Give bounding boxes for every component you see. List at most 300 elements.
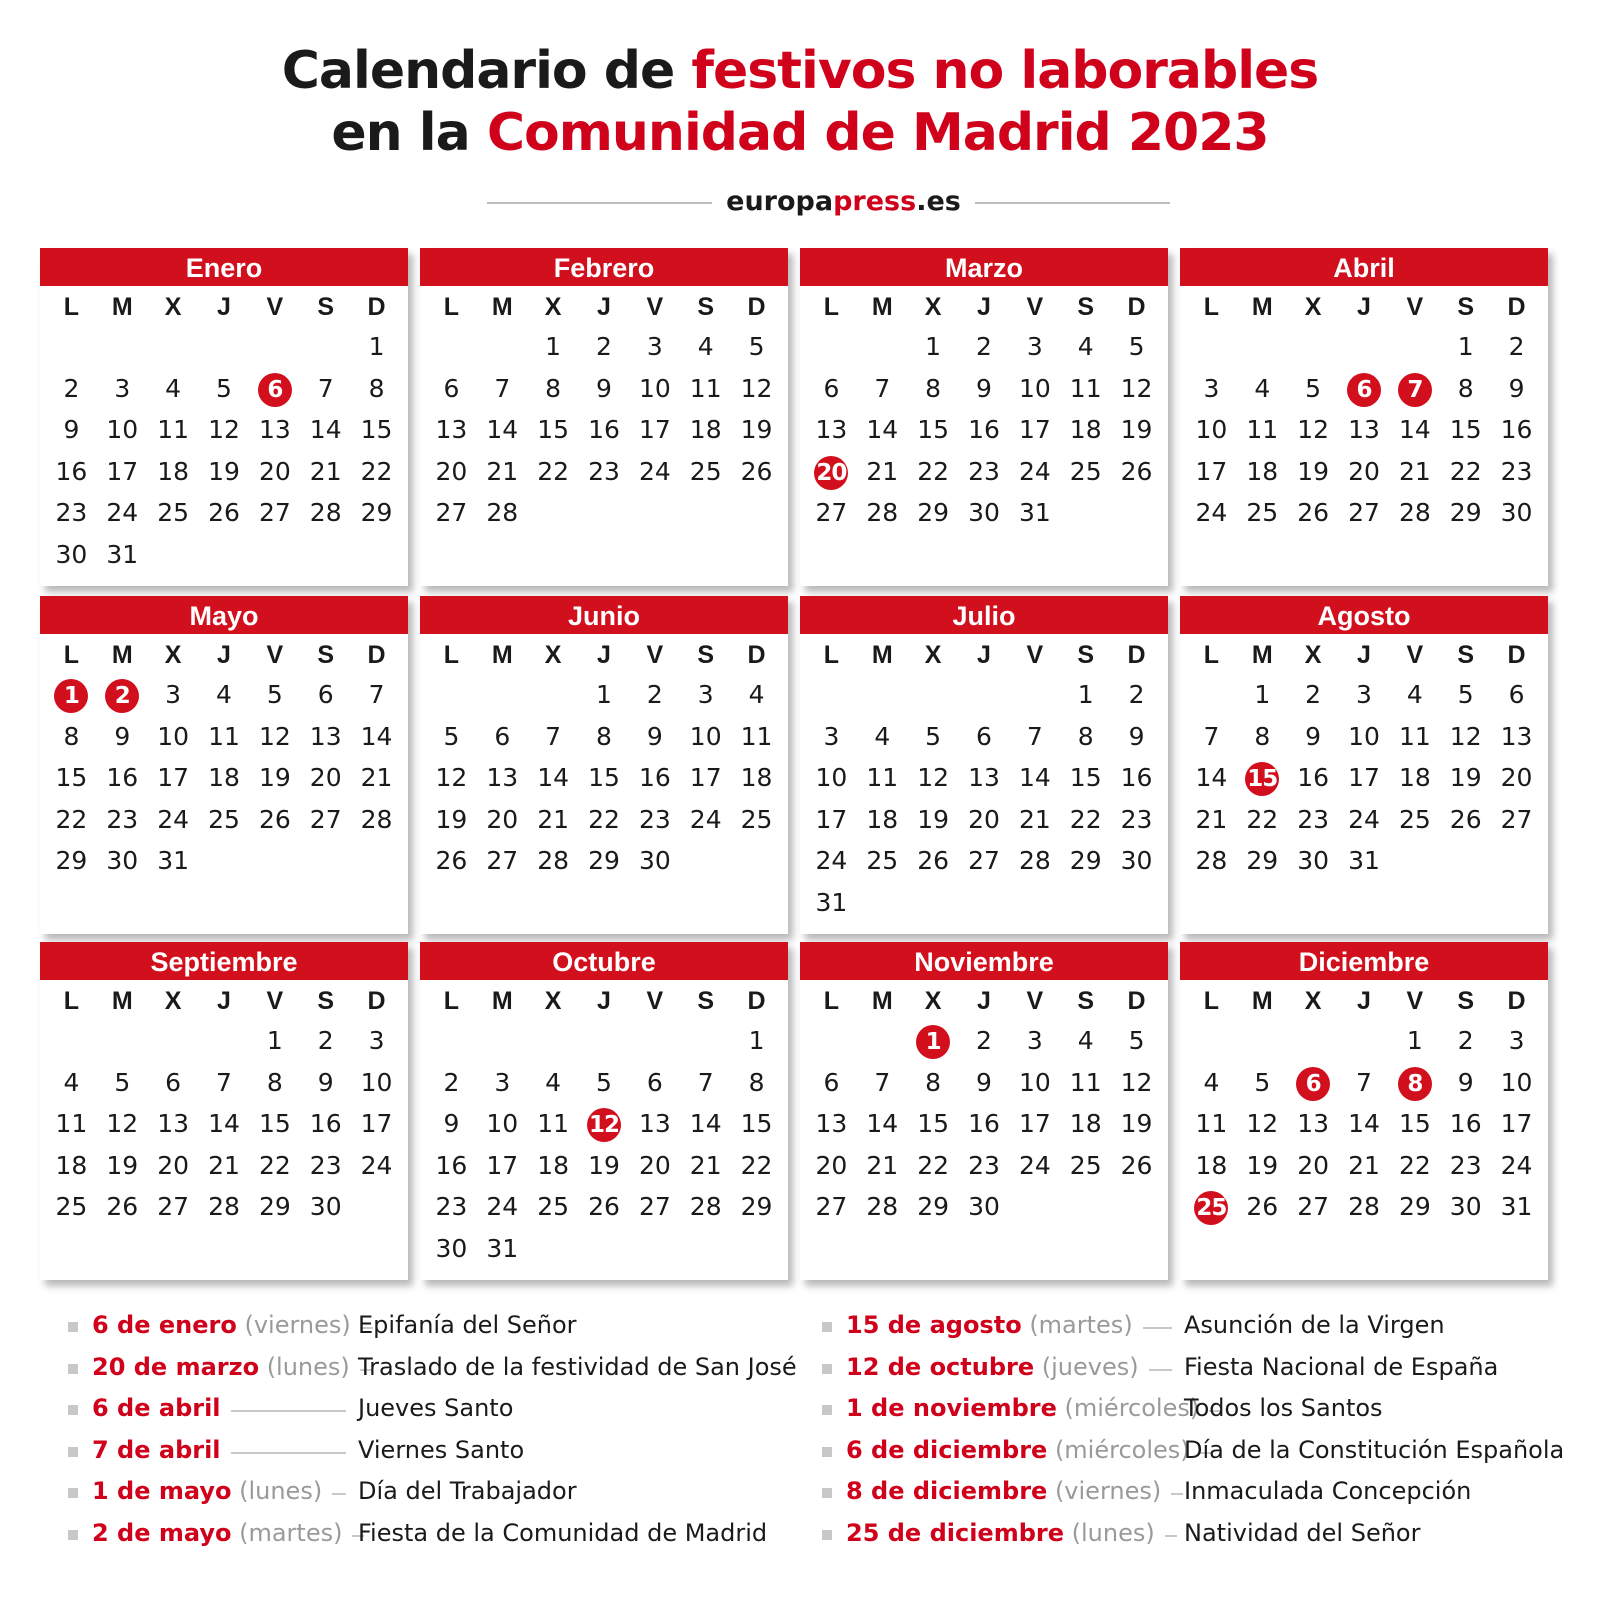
day-cell: 17 — [1195, 456, 1228, 486]
bullet-icon — [822, 1364, 832, 1374]
day-cell: 12 — [740, 373, 773, 403]
day-cell: 5 — [925, 721, 942, 751]
day-cell: 6 — [317, 680, 334, 709]
day-cell: 5 — [216, 373, 232, 403]
holiday-marker: 25 — [1194, 1191, 1228, 1225]
holiday-day — [1237, 757, 1288, 799]
empty-cell — [806, 1020, 857, 1062]
day-cell: 14 — [537, 763, 570, 792]
bullet-icon — [822, 1322, 832, 1332]
day-cell: 20 — [968, 804, 1000, 834]
weekday-label: X — [164, 293, 182, 321]
day-cell: 24 — [1018, 1150, 1051, 1180]
day-cell: 26 — [435, 846, 468, 875]
day-cell: 20 — [157, 1150, 190, 1180]
day-cell: 29 — [1449, 498, 1482, 527]
weekday-label: V — [1406, 293, 1424, 321]
day-cell: 29 — [360, 498, 393, 527]
day-cell: 9 — [63, 415, 80, 444]
weekday-label: L — [1203, 987, 1220, 1015]
day-cell: 13 — [638, 1109, 671, 1138]
day-cell: 30 — [1120, 846, 1153, 875]
day-cell: 27 — [968, 846, 1000, 875]
day-cell: 29 — [1246, 846, 1279, 875]
holiday-date-text: 6 de abril — [92, 1394, 221, 1422]
day-cell: 30 — [106, 846, 139, 875]
holiday-day — [46, 674, 97, 716]
day-cell: 17 — [1018, 415, 1051, 444]
day-cell: 8 — [1457, 373, 1474, 403]
day-cell: 26 — [1297, 498, 1330, 527]
day-cell: 4 — [63, 1067, 80, 1097]
source-divider-right — [975, 202, 1170, 204]
weekday-label: D — [1127, 293, 1146, 321]
day-cell: 28 — [537, 846, 570, 875]
holiday-date-text: 8 de diciembre — [846, 1477, 1048, 1505]
day-cell: 18 — [1069, 1109, 1102, 1138]
day-cell: 2 — [63, 373, 80, 403]
weekday-label: S — [697, 987, 715, 1015]
month-noviembre — [800, 942, 1168, 1280]
weekday-label: D — [367, 641, 386, 669]
day-cell: 15 — [55, 763, 88, 792]
day-cell: 10 — [360, 1067, 393, 1097]
weekday-label: V — [1026, 987, 1044, 1015]
holiday-marker: 1 — [54, 679, 88, 713]
day-cell: 6 — [646, 1067, 663, 1097]
day-cell: 18 — [866, 804, 899, 834]
holiday-date-text: 1 de noviembre — [846, 1394, 1057, 1422]
day-cell: 22 — [917, 1150, 950, 1180]
weekday-label: V — [1026, 641, 1044, 669]
day-cell: 25 — [1069, 456, 1102, 486]
weekday-label: J — [217, 987, 231, 1015]
holiday-weekday: (lunes) — [1064, 1518, 1155, 1547]
day-cell: 5 — [114, 1067, 131, 1097]
weekday-label: M — [491, 293, 513, 321]
connector-line — [231, 1410, 346, 1412]
holiday-marker: 7 — [1398, 373, 1432, 407]
holiday-name: Viernes Santo — [358, 1435, 525, 1464]
holiday-weekday: (miércoles) — [1047, 1435, 1190, 1464]
day-cell: 8 — [368, 373, 385, 403]
day-cell: 10 — [815, 763, 848, 792]
day-cell: 18 — [1246, 456, 1279, 486]
day-cell: 11 — [740, 721, 773, 751]
empty-cell — [426, 326, 477, 368]
day-cell: 24 — [689, 804, 722, 834]
day-cell: 31 — [1348, 846, 1380, 875]
day-cell: 31 — [106, 539, 139, 569]
day-cell: 25 — [740, 804, 773, 834]
weekday-label: V — [266, 293, 284, 321]
day-cell: 3 — [1026, 1026, 1043, 1055]
day-cell: 5 — [1128, 1026, 1145, 1055]
title-text-black-1: Calendario de — [281, 41, 692, 101]
day-cell: 27 — [258, 498, 291, 527]
day-cell: 3 — [823, 721, 840, 751]
day-cell: 9 — [114, 721, 131, 751]
weekday-label: J — [1357, 293, 1371, 321]
day-cell: 21 — [1018, 804, 1051, 834]
day-cell: 23 — [1449, 1150, 1482, 1180]
holiday-date — [846, 1388, 1199, 1430]
month-header: Febrero — [420, 248, 788, 286]
day-cell: 30 — [1449, 1192, 1482, 1221]
month-header: Diciembre — [1180, 942, 1548, 980]
weekday-label: S — [697, 641, 715, 669]
day-cell: 19 — [1246, 1150, 1279, 1180]
day-cell: 18 — [208, 763, 240, 792]
day-cell: 1 — [368, 332, 385, 361]
month-header: Agosto — [1180, 596, 1548, 634]
day-cell: 31 — [486, 1233, 519, 1263]
weekday-label: J — [597, 293, 611, 321]
day-cell: 17 — [1018, 1109, 1051, 1138]
day-cell: 30 — [1297, 846, 1330, 875]
day-cell: 24 — [360, 1150, 393, 1180]
day-cell: 27 — [815, 1192, 848, 1221]
bullet-icon — [822, 1488, 832, 1498]
holiday-date-text: 12 de octubre — [846, 1352, 1035, 1381]
holiday-name: Traslado de la festividad de San José — [358, 1352, 797, 1381]
bullet-icon — [68, 1447, 78, 1457]
day-cell: 23 — [1297, 804, 1330, 834]
day-cell: 16 — [968, 415, 1000, 444]
bullet-icon — [68, 1322, 78, 1332]
holiday-date — [846, 1347, 1139, 1389]
month-days-grid — [1180, 286, 1548, 534]
title-line-2 — [0, 102, 1600, 164]
day-cell: 20 — [1348, 456, 1380, 486]
weekday-label: L — [443, 987, 460, 1015]
day-cell: 10 — [486, 1109, 519, 1138]
day-cell: 4 — [545, 1067, 562, 1097]
day-cell: 19 — [588, 1150, 620, 1180]
empty-cell — [199, 326, 250, 368]
holiday-date — [92, 1513, 342, 1555]
month-days-grid — [800, 634, 1168, 923]
empty-cell — [426, 1020, 477, 1062]
empty-cell — [579, 1020, 630, 1062]
weekday-label: S — [1077, 987, 1095, 1015]
holiday-marker: 2 — [105, 679, 139, 713]
day-cell: 12 — [435, 763, 468, 792]
day-cell: 24 — [1018, 456, 1051, 486]
weekday-label: V — [1406, 641, 1424, 669]
weekday-label: X — [924, 987, 942, 1015]
day-cell: 2 — [443, 1067, 460, 1097]
day-cell: 16 — [1297, 763, 1330, 792]
day-cell: 6 — [823, 373, 840, 403]
day-cell: 15 — [360, 415, 393, 444]
empty-cell — [148, 1020, 199, 1062]
legend-item — [822, 1347, 1592, 1389]
weekday-label: J — [217, 293, 231, 321]
day-cell: 1 — [266, 1026, 283, 1055]
weekday-label: D — [747, 987, 766, 1015]
day-cell: 11 — [1246, 415, 1279, 444]
day-cell: 10 — [689, 721, 722, 751]
weekday-label: X — [1304, 293, 1322, 321]
weekday-label: D — [747, 293, 766, 321]
month-header: Mayo — [40, 596, 408, 634]
day-cell: 27 — [1297, 1192, 1330, 1221]
day-cell: 24 — [106, 498, 139, 527]
day-cell: 5 — [1305, 373, 1322, 403]
day-cell: 5 — [596, 1067, 612, 1097]
day-cell: 13 — [157, 1109, 190, 1138]
day-cell: 29 — [1398, 1192, 1431, 1221]
legend-item — [822, 1388, 1592, 1430]
source-part-2: press — [833, 186, 917, 217]
holiday-day — [97, 674, 148, 716]
day-cell: 14 — [486, 415, 519, 444]
day-cell: 27 — [1348, 498, 1380, 527]
day-cell: 20 — [638, 1150, 671, 1180]
day-cell: 8 — [63, 721, 80, 751]
day-cell: 12 — [106, 1109, 139, 1138]
weekday-label: S — [697, 293, 715, 321]
day-cell: 2 — [1457, 1026, 1474, 1055]
day-cell: 21 — [689, 1150, 722, 1180]
day-cell: 9 — [976, 1067, 992, 1097]
day-cell: 28 — [866, 498, 899, 527]
holiday-marker: 8 — [1398, 1067, 1432, 1101]
month-days-grid — [800, 980, 1168, 1228]
empty-cell — [528, 674, 579, 716]
day-cell: 23 — [106, 804, 139, 834]
day-cell: 3 — [1508, 1026, 1525, 1055]
day-cell: 15 — [588, 763, 620, 792]
holiday-date-text: 1 de mayo — [92, 1477, 232, 1505]
day-cell: 29 — [55, 846, 88, 875]
weekday-label: V — [1026, 293, 1044, 321]
legend-item — [822, 1471, 1592, 1513]
day-cell: 24 — [815, 846, 848, 875]
day-cell: 11 — [55, 1109, 88, 1138]
day-cell: 17 — [1500, 1109, 1533, 1138]
day-cell: 12 — [1297, 415, 1330, 444]
weekday-label: M — [871, 293, 893, 321]
day-cell: 28 — [486, 498, 519, 527]
day-cell: 4 — [748, 680, 765, 709]
day-cell: 26 — [1449, 804, 1482, 834]
holiday-date — [92, 1305, 351, 1347]
day-cell: 4 — [1254, 373, 1271, 403]
weekday-label: D — [1127, 987, 1146, 1015]
empty-cell — [1288, 326, 1339, 368]
day-cell: 11 — [208, 721, 240, 751]
month-header: Enero — [40, 248, 408, 286]
day-cell: 21 — [1398, 456, 1431, 486]
day-cell: 29 — [588, 846, 620, 875]
holiday-name: Jueves Santo — [358, 1394, 514, 1422]
day-cell: 25 — [537, 1192, 570, 1221]
holiday-marker: 15 — [1245, 762, 1279, 796]
day-cell: 30 — [435, 1233, 468, 1263]
day-cell: 27 — [435, 498, 468, 527]
day-cell: 15 — [258, 1109, 291, 1138]
day-cell: 29 — [917, 1192, 950, 1221]
day-cell: 5 — [1254, 1067, 1271, 1097]
day-cell: 22 — [537, 456, 570, 486]
day-cell: 11 — [866, 763, 899, 792]
day-cell: 30 — [1500, 498, 1533, 527]
day-cell: 7 — [874, 1067, 891, 1097]
month-header: Octubre — [420, 942, 788, 980]
day-cell: 26 — [1120, 456, 1153, 486]
day-cell: 8 — [748, 1067, 765, 1097]
day-cell: 4 — [1077, 1026, 1094, 1055]
day-cell: 8 — [596, 721, 612, 751]
month-days-grid — [40, 286, 408, 575]
empty-cell — [857, 326, 908, 368]
title-text-black-2: en la — [331, 103, 487, 163]
weekday-label: L — [823, 641, 840, 669]
day-cell: 26 — [588, 1192, 620, 1221]
day-cell: 10 — [157, 721, 190, 751]
day-cell: 2 — [1128, 680, 1145, 709]
day-cell: 2 — [1508, 332, 1525, 361]
day-cell: 22 — [360, 456, 393, 486]
day-cell: 12 — [1449, 721, 1482, 751]
day-cell: 20 — [258, 456, 291, 486]
month-julio — [800, 596, 1168, 934]
day-cell: 28 — [866, 1192, 899, 1221]
day-cell: 11 — [1069, 373, 1102, 403]
weekday-label: L — [63, 293, 80, 321]
day-cell: 20 — [815, 1150, 848, 1180]
holiday-weekday: (lunes) — [259, 1352, 350, 1381]
empty-cell — [477, 1020, 528, 1062]
empty-cell — [199, 1020, 250, 1062]
day-cell: 4 — [1077, 332, 1094, 361]
weekday-label: J — [1357, 987, 1371, 1015]
day-cell: 20 — [486, 804, 519, 834]
day-cell: 3 — [165, 680, 182, 709]
day-cell: 27 — [486, 846, 519, 875]
day-cell: 21 — [309, 456, 342, 486]
day-cell: 14 — [309, 415, 342, 444]
day-cell: 22 — [1449, 456, 1482, 486]
day-cell: 16 — [55, 456, 88, 486]
source-logo-text — [712, 186, 975, 217]
weekday-label: J — [1357, 641, 1371, 669]
empty-cell — [908, 674, 959, 716]
weekday-label: S — [1457, 987, 1475, 1015]
connector-line — [1143, 1327, 1172, 1329]
day-cell: 25 — [157, 498, 190, 527]
month-header: Junio — [420, 596, 788, 634]
holiday-weekday: (lunes) — [231, 1477, 323, 1505]
day-cell: 19 — [258, 763, 291, 792]
weekday-label: J — [597, 641, 611, 669]
month-marzo — [800, 248, 1168, 586]
day-cell: 27 — [815, 498, 848, 527]
day-cell: 6 — [976, 721, 992, 751]
day-cell: 25 — [866, 846, 899, 875]
holiday-legend-right — [822, 1305, 1592, 1554]
empty-cell — [249, 326, 300, 368]
day-cell: 7 — [1026, 721, 1043, 751]
day-cell: 20 — [435, 456, 468, 486]
day-cell: 2 — [976, 1026, 992, 1055]
day-cell: 23 — [638, 804, 671, 834]
weekday-label: X — [544, 987, 562, 1015]
month-days-grid — [1180, 634, 1548, 882]
day-cell: 11 — [689, 373, 722, 403]
day-cell: 10 — [1018, 1067, 1051, 1097]
weekday-label: X — [544, 641, 562, 669]
month-junio — [420, 596, 788, 934]
empty-cell — [680, 1020, 731, 1062]
day-cell: 5 — [1457, 680, 1474, 709]
day-cell: 12 — [1246, 1109, 1279, 1138]
day-cell: 3 — [1026, 332, 1043, 361]
day-cell: 28 — [1195, 846, 1228, 875]
day-cell: 21 — [866, 456, 899, 486]
day-cell: 19 — [208, 456, 240, 486]
weekday-label: V — [646, 987, 664, 1015]
day-cell: 10 — [638, 373, 671, 403]
day-cell: 1 — [1254, 680, 1271, 709]
legend-item — [822, 1430, 1592, 1472]
day-cell: 17 — [689, 763, 722, 792]
day-cell: 26 — [1120, 1150, 1153, 1180]
day-cell: 24 — [157, 804, 190, 834]
month-days-grid — [40, 980, 408, 1228]
day-cell: 21 — [360, 763, 393, 792]
holiday-day — [1186, 1186, 1237, 1228]
day-cell: 22 — [1398, 1150, 1431, 1180]
connector-line — [1149, 1369, 1172, 1371]
day-cell: 23 — [435, 1192, 468, 1221]
empty-cell — [959, 674, 1010, 716]
holiday-name: Día de la Constitución Española — [1184, 1435, 1565, 1464]
day-cell: 25 — [55, 1192, 88, 1221]
holiday-weekday: (jueves) — [1034, 1352, 1139, 1381]
day-cell: 16 — [588, 415, 620, 444]
day-cell: 29 — [917, 498, 950, 527]
weekday-label: L — [63, 987, 80, 1015]
day-cell: 1 — [748, 1026, 765, 1055]
day-cell: 2 — [976, 332, 992, 361]
month-days-grid — [420, 634, 788, 882]
day-cell: 6 — [494, 721, 511, 751]
day-cell: 14 — [1195, 763, 1228, 792]
day-cell: 14 — [1018, 763, 1051, 792]
day-cell: 13 — [815, 1109, 848, 1138]
day-cell: 28 — [360, 804, 393, 834]
day-cell: 19 — [1120, 1109, 1153, 1138]
month-days-grid — [420, 286, 788, 534]
day-cell: 3 — [1356, 680, 1372, 709]
source-divider-left — [487, 202, 712, 204]
weekday-label: D — [1507, 293, 1526, 321]
day-cell: 4 — [697, 332, 714, 361]
day-cell: 7 — [545, 721, 562, 751]
holiday-date — [92, 1347, 350, 1389]
weekday-label: V — [1406, 987, 1424, 1015]
day-cell: 12 — [1120, 1067, 1153, 1097]
weekday-label: X — [164, 641, 182, 669]
day-cell: 11 — [1195, 1109, 1228, 1138]
day-cell: 14 — [208, 1109, 240, 1138]
day-cell: 8 — [545, 373, 562, 403]
holiday-date — [92, 1388, 221, 1430]
holiday-day — [908, 1020, 959, 1062]
